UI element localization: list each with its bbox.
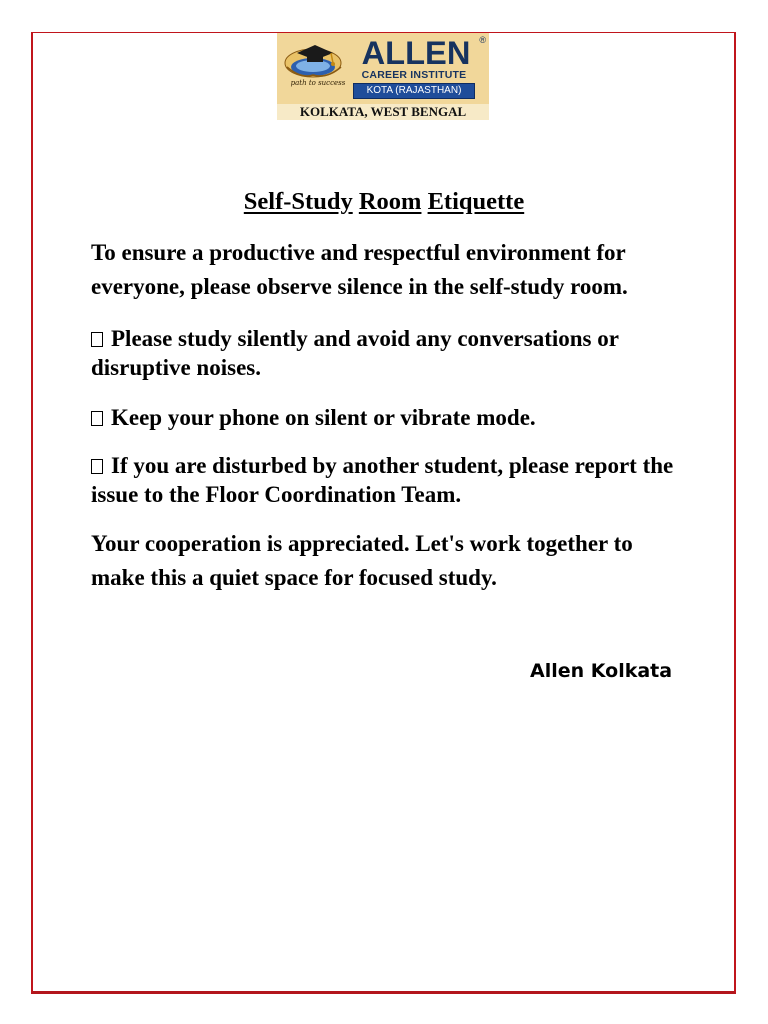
allen-logo	[277, 33, 489, 120]
list-item-text: Please study silently and avoid any conversations or disruptive noises.	[91, 326, 619, 380]
intro-paragraph: To ensure a productive and respectful environment for everyone, please observe silence in the self-study room.	[91, 240, 628, 299]
title-word: Self-Study	[243, 188, 353, 215]
list-item	[91, 324, 691, 382]
checkbox-bullet-icon	[91, 332, 103, 347]
page-border	[31, 32, 736, 994]
logo-tagline: path to success	[290, 79, 346, 87]
logo-city: KOLKATA, WEST BENGAL	[277, 104, 489, 120]
logo-brand-block	[351, 35, 486, 99]
closing-paragraph: Your cooperation is appreciated. Let's work together to make this a quiet space for focused study.	[91, 531, 633, 590]
graduate-cap-emblem-icon	[283, 37, 349, 97]
list-item-text: If you are disturbed by another student, please report the issue to the Floor Coordination Team.	[91, 453, 674, 507]
page-title	[0, 188, 768, 216]
logo-header	[277, 33, 489, 103]
list-item	[91, 451, 691, 509]
list-item-text: Keep your phone on silent or vibrate mode.	[111, 405, 536, 430]
title-word: Etiquette	[427, 188, 525, 215]
logo-location-badge: KOTA (RAJASTHAN)	[353, 83, 475, 99]
title-word: Room	[358, 188, 422, 215]
logo-brand-name: ALLEN	[361, 35, 471, 71]
logo-subtitle: CAREER INSTITUTE	[361, 69, 467, 81]
list-item	[91, 403, 691, 432]
checkbox-bullet-icon	[91, 411, 103, 426]
signature: Allen Kolkata	[530, 660, 673, 682]
registered-mark: ®	[479, 35, 486, 45]
checkbox-bullet-icon	[91, 459, 103, 474]
